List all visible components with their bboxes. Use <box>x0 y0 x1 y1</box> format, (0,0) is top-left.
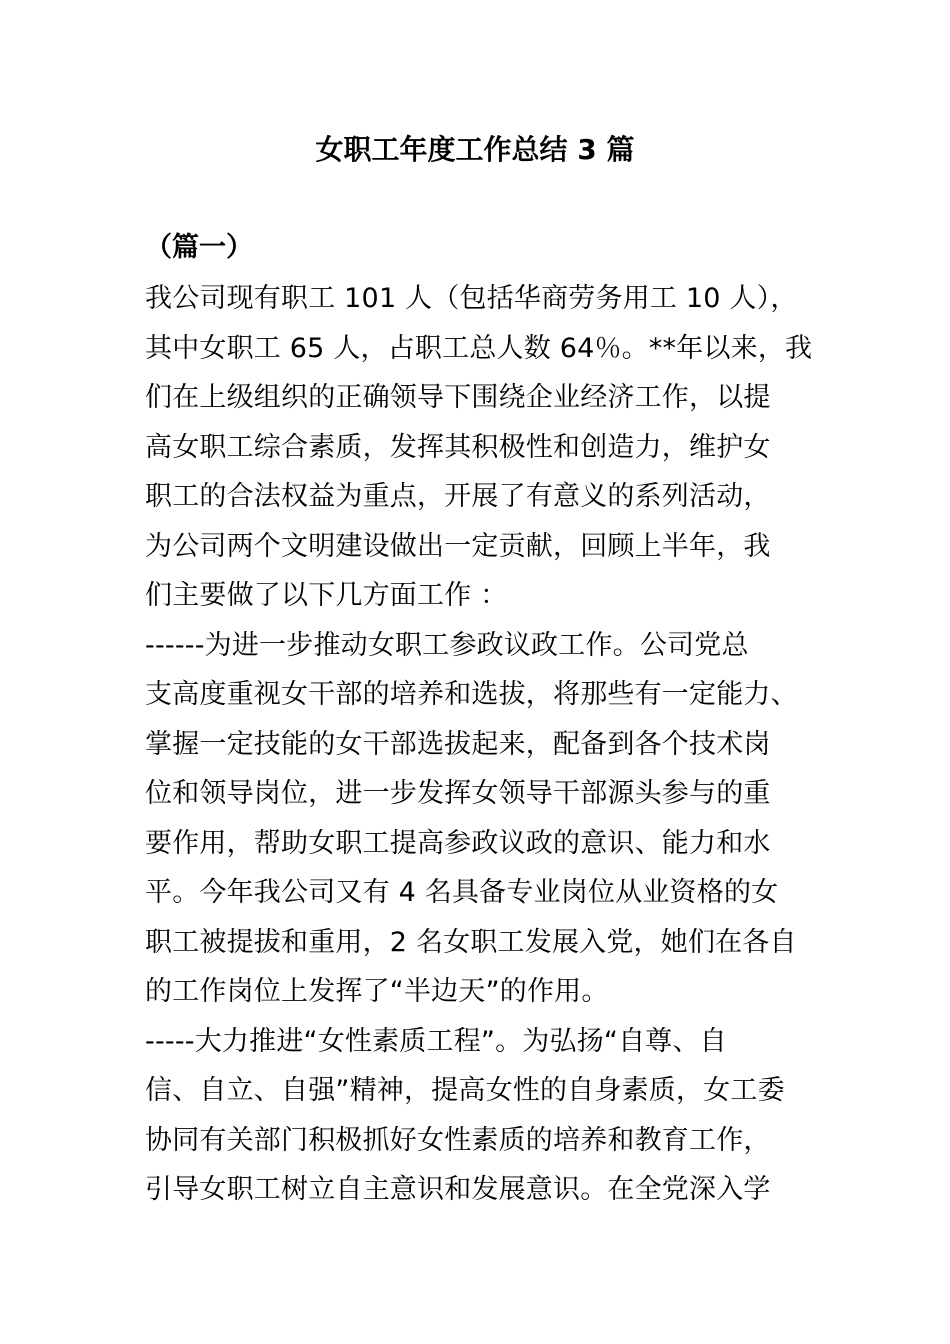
body-line: 为公司两个文明建设做出一定贡献，回顾上半年，我 <box>145 531 771 562</box>
body-line: 们主要做了以下几方面工作 ： <box>145 580 508 611</box>
body-line: 高女职工综合素质，发挥其积极性和创造力，维护女 <box>145 432 771 463</box>
body-line: 位和领导岗位，进一步发挥女领导干部源头参与的重 <box>145 778 771 809</box>
body-line: ------为进一步推动女职工参政议政工作。公司党总 <box>145 630 749 661</box>
body-line: 们在上级组织的正确领导下围绕企业经济工作，以提 <box>145 382 771 413</box>
body-line: 引导女职工树立自主意识和发展意识。在全党深入学 <box>145 1174 771 1205</box>
document-title: 女职工年度工作总结 3 篇 <box>315 133 635 166</box>
body-line: 我公司现有职工 101 人（包括华商劳务用工 10 人）， <box>145 283 798 314</box>
body-line: 的工作岗位上发挥了“半边天”的作用。 <box>145 976 609 1007</box>
body-line: 职工被提拔和重用，2 名女职工发展入党，她们在各自 <box>145 927 797 958</box>
section-heading: （篇一） <box>145 232 253 263</box>
body-line: 支高度重视女干部的培养和选拔，将那些有一定能力、 <box>145 679 798 710</box>
body-line: 信、自立、自强”精神，提高女性的自身素质，女工委 <box>145 1075 785 1106</box>
body-line: -----大力推进“女性素质工程”。为弘扬“自尊、自 <box>145 1026 727 1057</box>
body-line: 职工的合法权益为重点，开展了有意义的系列活动， <box>145 481 771 512</box>
body-line: 其中女职工 65 人，占职工总人数 64％。**年以来，我 <box>145 333 813 364</box>
body-line: 要作用，帮助女职工提高参政议政的意识、能力和水 <box>145 828 771 859</box>
body-line: 掌握一定技能的女干部选拔起来，配备到各个技术岗 <box>145 729 771 760</box>
body-line: 协同有关部门积极抓好女性素质的培养和教育工作， <box>145 1125 771 1156</box>
body-line: 平。今年我公司又有 4 名具备专业岗位从业资格的女 <box>145 877 779 908</box>
